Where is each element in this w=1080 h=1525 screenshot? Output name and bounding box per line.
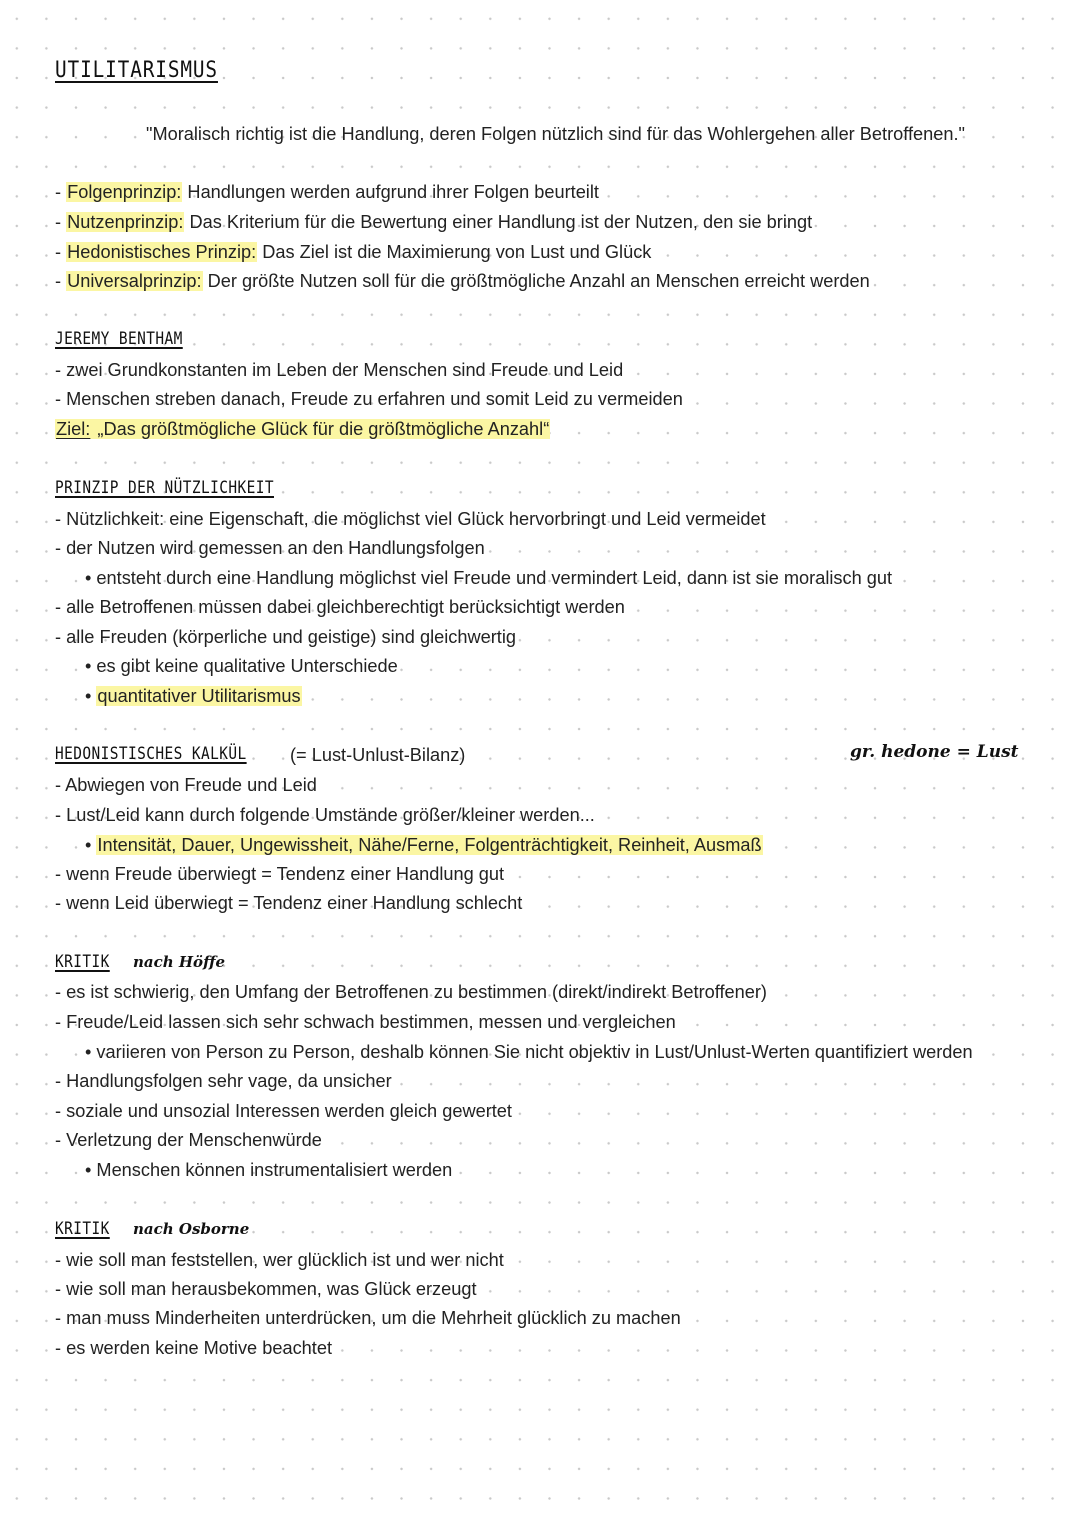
list-item: • es gibt keine qualitative Unterschiede — [85, 656, 398, 676]
list-item: - wie soll man feststellen, wer glücklich ist und wer nicht — [55, 1250, 504, 1270]
list-item: - man muss Minderheiten unterdrücken, um die Mehrheit glücklich zu machen — [55, 1308, 681, 1328]
principle-universal: - Universalprinzip: Der größte Nutzen soll für die größtmögliche Anzahl an Menschen erreicht werden — [55, 271, 870, 291]
list-item: - Verletzung der Menschenwürde — [55, 1130, 322, 1150]
list-item: - Menschen streben danach, Freude zu erfahren und somit Leid zu vermeiden — [55, 389, 683, 409]
list-item: - wenn Leid überwiegt = Tendenz einer Handlung schlecht — [55, 893, 523, 913]
heading-kalkuel: HEDONISTISCHES KALKÜL — [55, 744, 247, 764]
list-item: - Freude/Leid lassen sich sehr schwach bestimmen, messen und vergleichen — [55, 1012, 676, 1032]
list-item: • variieren von Person zu Person, deshalb können Sie nicht objektiv in Lust/Unlust-Werten quantifiziert werden — [85, 1042, 973, 1062]
handnote-osborne: nach Osborne — [133, 1220, 250, 1238]
principle-text: Der größte Nutzen soll für die größtmögliche Anzahl an Menschen erreicht werden — [202, 271, 870, 291]
principle-label: Hedonistisches Prinzip: — [67, 242, 257, 262]
list-item: - Lust/Leid kann durch folgende Umstände größer/kleiner werden... — [55, 805, 595, 825]
principle-label: Folgenprinzip: — [67, 182, 182, 202]
kalkuel-paren: (= Lust-Unlust-Bilanz) — [290, 745, 466, 765]
page-title: UTILITARISMUS — [55, 58, 218, 83]
handnote-hoeffe: nach Höffe — [133, 953, 226, 971]
list-item: - Abwiegen von Freude und Leid — [55, 775, 317, 795]
list-item-highlight: • quantitativer Utilitarismus — [85, 686, 301, 706]
ziel-text: „Das größtmögliche Glück für die größtmögliche Anzahl“ — [92, 419, 550, 439]
list-item: - wenn Freude überwiegt = Tendenz einer Handlung gut — [55, 864, 505, 884]
list-item: - Handlungsfolgen sehr vage, da unsicher — [55, 1071, 392, 1091]
ziel-label: Ziel: — [56, 419, 91, 439]
list-item: - es ist schwierig, den Umfang der Betroffenen zu bestimmen (direkt/indirekt Betroffener) — [55, 982, 767, 1002]
list-item: - es werden keine Motive beachtet — [55, 1338, 333, 1358]
principle-text: Das Kriterium für die Bewertung einer Handlung ist der Nutzen, den sie bringt — [184, 212, 813, 232]
heading-nuetzlichkeit: PRINZIP DER NÜTZLICHKEIT — [55, 478, 274, 498]
highlight-text: Intensität, Dauer, Ungewissheit, Nähe/Ferne, Folgenträchtigkeit, Reinheit, Ausmaß — [97, 835, 762, 855]
highlight-text: quantitativer Utilitarismus — [97, 686, 301, 706]
principle-label: Nutzenprinzip: — [67, 212, 184, 232]
list-item: - soziale und unsozial Interessen werden gleich gewertet — [55, 1101, 512, 1121]
principle-hedonistisch: - Hedonistisches Prinzip: Das Ziel ist die Maximierung von Lust und Glück — [55, 242, 652, 262]
heading-bentham: JEREMY BENTHAM — [55, 329, 183, 349]
ziel-line — [55, 417, 550, 441]
handnote-hedone: gr. hedone = Lust — [850, 742, 1019, 762]
principle-folgen: - Folgenprinzip: Handlungen werden aufgrund ihrer Folgen beurteilt — [55, 182, 599, 202]
list-item: - zwei Grundkonstanten im Leben der Menschen sind Freude und Leid — [55, 360, 624, 380]
list-item: - Nützlichkeit: eine Eigenschaft, die möglichst viel Glück hervorbringt und Leid vermeidet — [55, 509, 766, 529]
principle-text: Das Ziel ist die Maximierung von Lust und Glück — [257, 242, 652, 262]
list-item: - der Nutzen wird gemessen an den Handlungsfolgen — [55, 538, 485, 558]
quote: "Moralisch richtig ist die Handlung, deren Folgen nützlich sind für das Wohlergehen aller Betroffenen." — [146, 124, 966, 144]
list-item: • Menschen können instrumentalisiert werden — [85, 1160, 453, 1180]
heading-kritik-hoeffe: KRITIK — [55, 952, 110, 972]
list-item: - alle Betroffenen müssen dabei gleichberechtigt berücksichtigt werden — [55, 597, 625, 617]
principle-label: Universalprinzip: — [67, 271, 202, 291]
list-item: - wie soll man herausbekommen, was Glück erzeugt — [55, 1279, 477, 1299]
list-item: • entsteht durch eine Handlung möglichst viel Freude und vermindert Leid, dann ist sie moralisch gut — [85, 568, 893, 588]
heading-kritik-osborne: KRITIK — [55, 1219, 110, 1239]
list-item: - alle Freuden (körperliche und geistige) sind gleichwertig — [55, 627, 516, 647]
principle-text: Handlungen werden aufgrund ihrer Folgen beurteilt — [182, 182, 599, 202]
principle-nutzen: - Nutzenprinzip: Das Kriterium für die Bewertung einer Handlung ist der Nutzen, den sie bringt — [55, 212, 813, 232]
list-item-highlight: • Intensität, Dauer, Ungewissheit, Nähe/Ferne, Folgenträchtigkeit, Reinheit, Ausmaß — [85, 835, 762, 855]
